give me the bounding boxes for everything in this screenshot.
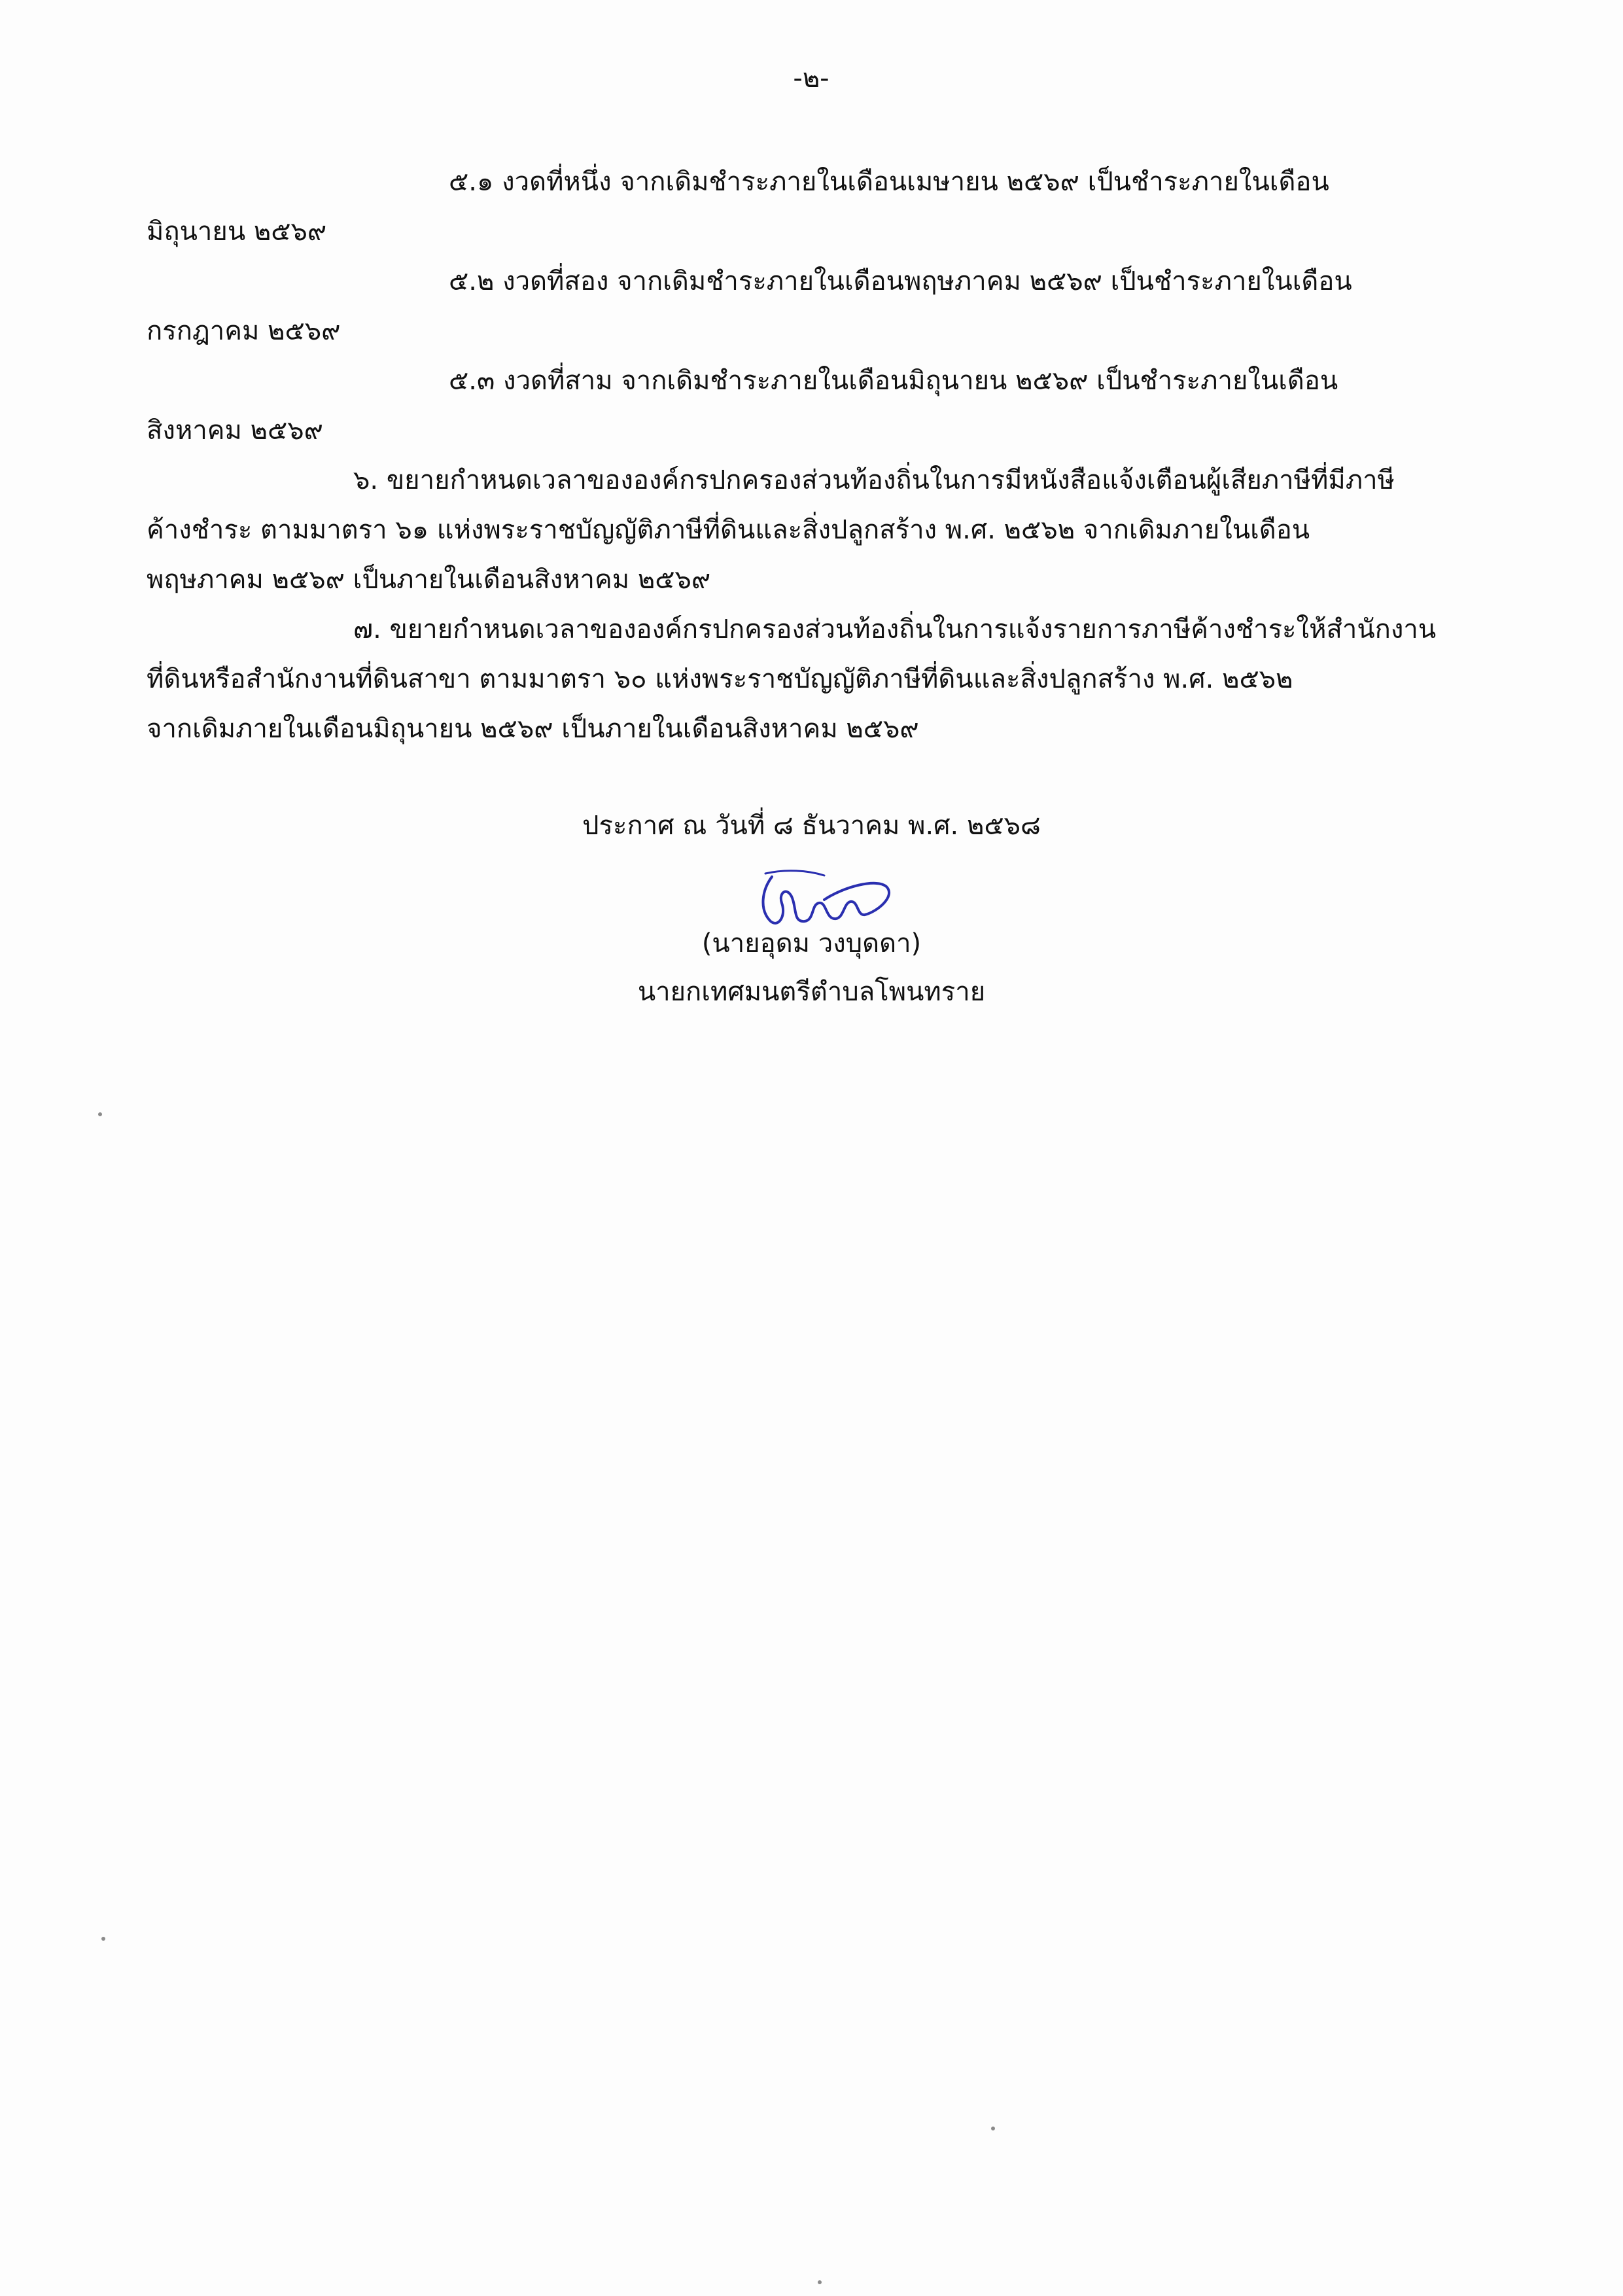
item-5-3-line-2: สิงหาคม ๒๕๖๙ <box>147 415 323 446</box>
announcement-date: ประกาศ ณ วันที่ ๘ ธันวาคม พ.ศ. ๒๕๖๘ <box>582 811 1041 841</box>
item-5-1-line-2: มิถุนายน ๒๕๖๙ <box>147 217 327 247</box>
scan-speck <box>101 1937 105 1941</box>
item-5-2-line-2: กรกฎาคม ๒๕๖๙ <box>147 316 341 346</box>
item-5-3-line-1: ๕.๓ งวดที่สาม จากเดิมชำระภายในเดือนมิถุนายน ๒๕๖๙ เป็นชำระภายในเดือน <box>449 366 1338 396</box>
signatory-name: (นายอุดม วงบุดดา) <box>701 928 922 959</box>
scan-speck <box>98 1112 102 1116</box>
scan-speck <box>991 2127 995 2130</box>
page-number: -๒- <box>793 63 829 94</box>
item-5-2-line-1: ๕.๒ งวดที่สอง จากเดิมชำระภายในเดือนพฤษภาคม ๒๕๖๙ เป็นชำระภายในเดือน <box>449 266 1352 296</box>
item-7-line-1: ๗. ขยายกำหนดเวลาขององค์กรปกครองส่วนท้องถิ่นในการแจ้งรายการภาษีค้างชำระให้สำนักงาน <box>353 614 1437 645</box>
item-5-1-line-1: ๕.๑ งวดที่หนึ่ง จากเดิมชำระภายในเดือนเมษายน ๒๕๖๙ เป็นชำระภายในเดือน <box>449 167 1329 197</box>
item-6-line-2: ค้างชำระ ตามมาตรา ๖๑ แห่งพระราชบัญญัติภาษีที่ดินและสิ่งปลูกสร้าง พ.ศ. ๒๕๖๒ จากเดิมภายในเดือน <box>147 515 1310 545</box>
item-7-line-3: จากเดิมภายในเดือนมิถุนายน ๒๕๖๙ เป็นภายในเดือนสิงหาคม ๒๕๖๙ <box>147 714 919 744</box>
scan-speck <box>818 2280 822 2284</box>
item-6-line-1: ๖. ขยายกำหนดเวลาขององค์กรปกครองส่วนท้องถิ่นในการมีหนังสือแจ้งเตือนผู้เสียภาษีที่มีภาษี <box>353 465 1395 495</box>
signatory-position: นายกเทศมนตรีตำบลโพนทราย <box>637 977 986 1007</box>
item-7-line-2: ที่ดินหรือสำนักงานที่ดินสาขา ตามมาตรา ๖๐ แห่งพระราชบัญญัติภาษีที่ดินและสิ่งปลูกสร้าง พ.ศ. ๒๕๖๒ <box>147 664 1293 694</box>
item-6-line-3: พฤษภาคม ๒๕๖๙ เป็นภายในเดือนสิงหาคม ๒๕๖๙ <box>147 565 711 595</box>
